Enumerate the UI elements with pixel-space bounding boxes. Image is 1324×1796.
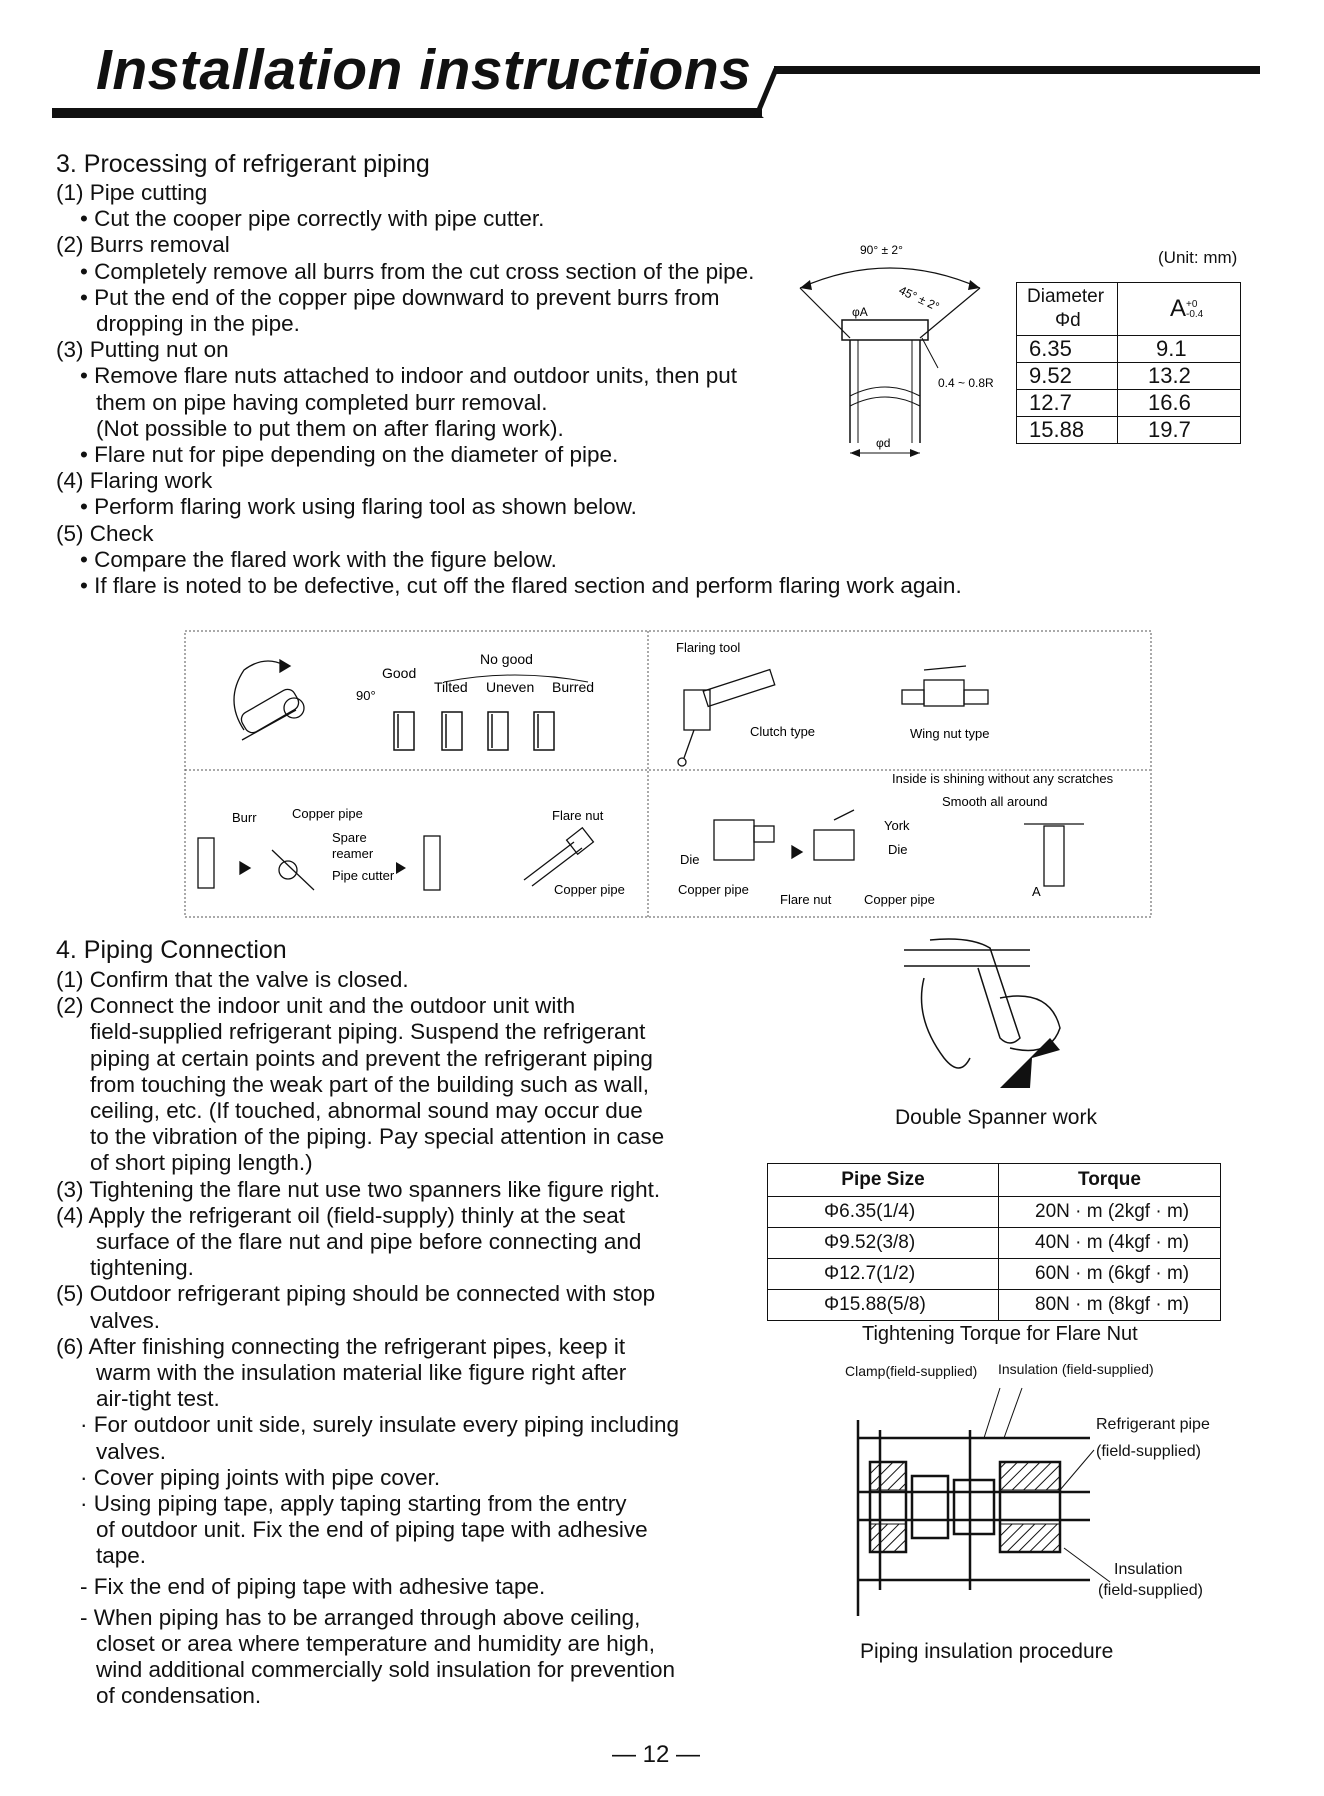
copper-pipe-label-2: Copper pipe (554, 882, 625, 897)
insulation-caption: Piping insulation procedure (860, 1640, 1114, 1663)
spare-label: Spare (332, 830, 367, 845)
header-rule (52, 60, 1262, 120)
text-line: valves. (96, 1438, 167, 1464)
good-label: Good (382, 665, 417, 681)
text-line: from touching the weak part of the building such as wall, (90, 1071, 650, 1097)
text-line: surface of the flare nut and pipe before connecting and (96, 1229, 642, 1255)
reamer-label: reamer (332, 846, 374, 861)
text-line: of outdoor unit. Fix the end of piping tape with adhesive (96, 1517, 648, 1543)
flare-nut-icon (524, 828, 593, 886)
phiA-label: φA (852, 305, 868, 319)
table-row: 15.88 19.7 (1017, 417, 1241, 444)
text-line: • If flare is noted to be defective, cut off the flared section and perform flaring work again. (80, 573, 962, 599)
table-row: Φ15.88(5/8) 80N · m (8kgf · m) (768, 1290, 1221, 1321)
text-line: wind additional commercially sold insulation for prevention (96, 1657, 676, 1683)
insulation-figure (850, 1380, 1140, 1620)
unit-label: (Unit: mm) (1158, 248, 1238, 267)
flare-dimension-figure (790, 238, 1020, 463)
field-supplied-label-2: (field-supplied) (1098, 1582, 1203, 1599)
page-title: Installation instructions (96, 38, 752, 102)
text-line: air-tight test. (96, 1386, 220, 1412)
text-line: (3) Putting nut on (56, 337, 229, 363)
text-line: · Using piping tape, apply taping starting from the entry (80, 1491, 627, 1517)
text-line: - When piping has to be arranged through above ceiling, (80, 1604, 641, 1630)
diameter-header: Diameter Φd (1017, 283, 1118, 336)
text-line: · For outdoor unit side, surely insulate every piping including (80, 1412, 680, 1438)
text-line: ceiling, etc. (If touched, abnormal sound may occur due (90, 1098, 643, 1124)
text-line: (Not possible to put them on after flaring work). (96, 415, 564, 441)
inside-shining-label: Inside is shining without any scratches (892, 771, 1114, 786)
rotation-arrow-icon (1000, 1038, 1060, 1088)
deg90-label: 90° (356, 688, 376, 703)
insulation-top-label: Insulation (field-supplied) (998, 1361, 1154, 1377)
york-label: York (884, 818, 910, 833)
wing-nut-tool-icon (902, 666, 988, 706)
flaring-tool-label: Flaring tool (676, 640, 741, 655)
clamp-label: Clamp(field-supplied) (845, 1363, 978, 1379)
torque-caption: Tightening Torque for Flare Nut (862, 1323, 1138, 1345)
text-line: (2) Connect the indoor unit and the outdoor unit with (56, 993, 576, 1019)
text-line: • Cut the cooper pipe correctly with pipe cutter. (80, 206, 545, 232)
table-row: 6.35 9.1 (1017, 336, 1241, 363)
text-line: - Fix the end of piping tape with adhesive tape. (80, 1573, 546, 1599)
burr-pipe-icon (198, 836, 440, 890)
clutch-type-tool-icon (678, 670, 775, 766)
pipe-cutter-label: Pipe cutter (332, 868, 395, 883)
text-line: (2) Burrs removal (56, 232, 230, 258)
text-line: them on pipe having completed burr removal. (96, 389, 548, 415)
clutch-type-label: Clutch type (750, 724, 816, 739)
text-line: warm with the insulation material like figure right after (96, 1360, 627, 1386)
spanner-caption: Double Spanner work (895, 1106, 1097, 1129)
flaring-process-diagram (184, 630, 1154, 920)
table-row: Φ12.7(1/2) 60N · m (6kgf · m) (768, 1259, 1221, 1290)
phid-label: φd (876, 436, 891, 450)
pipe-cutter-icon (234, 660, 304, 740)
text-line: field-supplied refrigerant piping. Suspend the refrigerant (90, 1019, 646, 1045)
refrigerant-pipe-label: Refrigerant pipe (1096, 1416, 1210, 1433)
text-line: (5) Outdoor refrigerant piping should be connected with stop (56, 1281, 656, 1307)
section3-heading: 3. Processing of refrigerant piping (56, 150, 430, 178)
angle-top-label: 90° ± 2° (860, 243, 903, 257)
text-line: • Perform flaring work using flaring tool as shown below. (80, 494, 637, 520)
text-line: of condensation. (96, 1683, 262, 1709)
flare-nut-label: Flare nut (552, 808, 604, 823)
table-row: Φ6.35(1/4) 20N · m (2kgf · m) (768, 1197, 1221, 1228)
die-label-2: Die (680, 852, 700, 867)
insulation-label: Insulation (1114, 1561, 1183, 1578)
uneven-label: Uneven (486, 679, 535, 695)
no-good-label: No good (480, 651, 533, 667)
text-line: · Cover piping joints with pipe cover. (80, 1464, 441, 1490)
text-line: • Compare the flared work with the figure below. (80, 546, 557, 572)
text-line: tape. (96, 1543, 147, 1569)
tilted-label: Tilted (434, 679, 468, 695)
smooth-label: Smooth all around (942, 794, 1048, 809)
page-number: — 12 — (612, 1741, 701, 1768)
text-line: valves. (90, 1307, 161, 1333)
text-line: (4) Apply the refrigerant oil (field-supply) thinly at the seat (56, 1202, 626, 1228)
text-line: (5) Check (56, 520, 154, 546)
text-line: dropping in the pipe. (96, 311, 300, 337)
text-line: (3) Tightening the flare nut use two spanners like figure right. (56, 1176, 661, 1202)
a-header: A +0 -0.4 (1118, 283, 1241, 336)
flare-table (1016, 282, 1241, 444)
section4-heading: 4. Piping Connection (56, 936, 287, 964)
table-row: Φ9.52(3/8) 40N · m (4kgf · m) (768, 1228, 1221, 1259)
field-supplied-label-1: (field-supplied) (1096, 1443, 1201, 1460)
burred-label: Burred (552, 679, 595, 695)
text-line: (6) After finishing connecting the refrigerant pipes, keep it (56, 1333, 626, 1359)
copper-pipe-label-3: Copper pipe (678, 882, 749, 897)
copper-pipe-label: Copper pipe (292, 806, 363, 821)
text-line: • Flare nut for pipe depending on the diameter of pipe. (80, 442, 619, 468)
section4-body (56, 967, 679, 1710)
radius-label: 0.4 ~ 0.8R (938, 376, 994, 390)
text-line: • Put the end of the copper pipe downward to prevent burrs from (80, 284, 720, 310)
text-line: closet or area where temperature and humidity are high, (96, 1631, 656, 1657)
table-row: 12.7 16.6 (1017, 390, 1241, 417)
text-line: piping at certain points and prevent the refrigerant piping (90, 1045, 653, 1071)
burr-label: Burr (232, 810, 257, 825)
text-line: (1) Confirm that the valve is closed. (56, 967, 409, 992)
text-line: (1) Pipe cutting (56, 180, 208, 205)
angle-side-label: 45° ± 2° (896, 283, 942, 314)
flare-nut-label-2: Flare nut (780, 892, 832, 907)
text-line: to the vibration of the piping. Pay special attention in case (90, 1124, 665, 1150)
flare-state-shapes (394, 712, 554, 750)
wing-nut-type-label: Wing nut type (910, 726, 990, 741)
text-line: • Remove flare nuts attached to indoor and outdoor units, then put (80, 363, 738, 389)
double-spanner-figure (900, 938, 1080, 1098)
text-line: (4) Flaring work (56, 468, 213, 494)
torque-table: Pipe Size Torque Φ6.35(1/4) 20N · m (2kgf · m) Φ9.52(3/8) 40N · m (4kgf · m) Φ12.7(1/2) 60N · m (6kgf · m) Φ15.88(5/8) 80N · m (8kgf · m) (767, 1163, 1221, 1321)
text-line: tightening. (90, 1255, 194, 1281)
copper-pipe-label-4: Copper pipe (864, 892, 935, 907)
die-label: Die (888, 842, 908, 857)
a-label: A (1032, 884, 1041, 899)
table-row: 9.52 13.2 (1017, 363, 1241, 390)
text-line: • Completely remove all burrs from the cut cross section of the pipe. (80, 258, 755, 284)
text-line: of short piping length.) (90, 1150, 313, 1176)
